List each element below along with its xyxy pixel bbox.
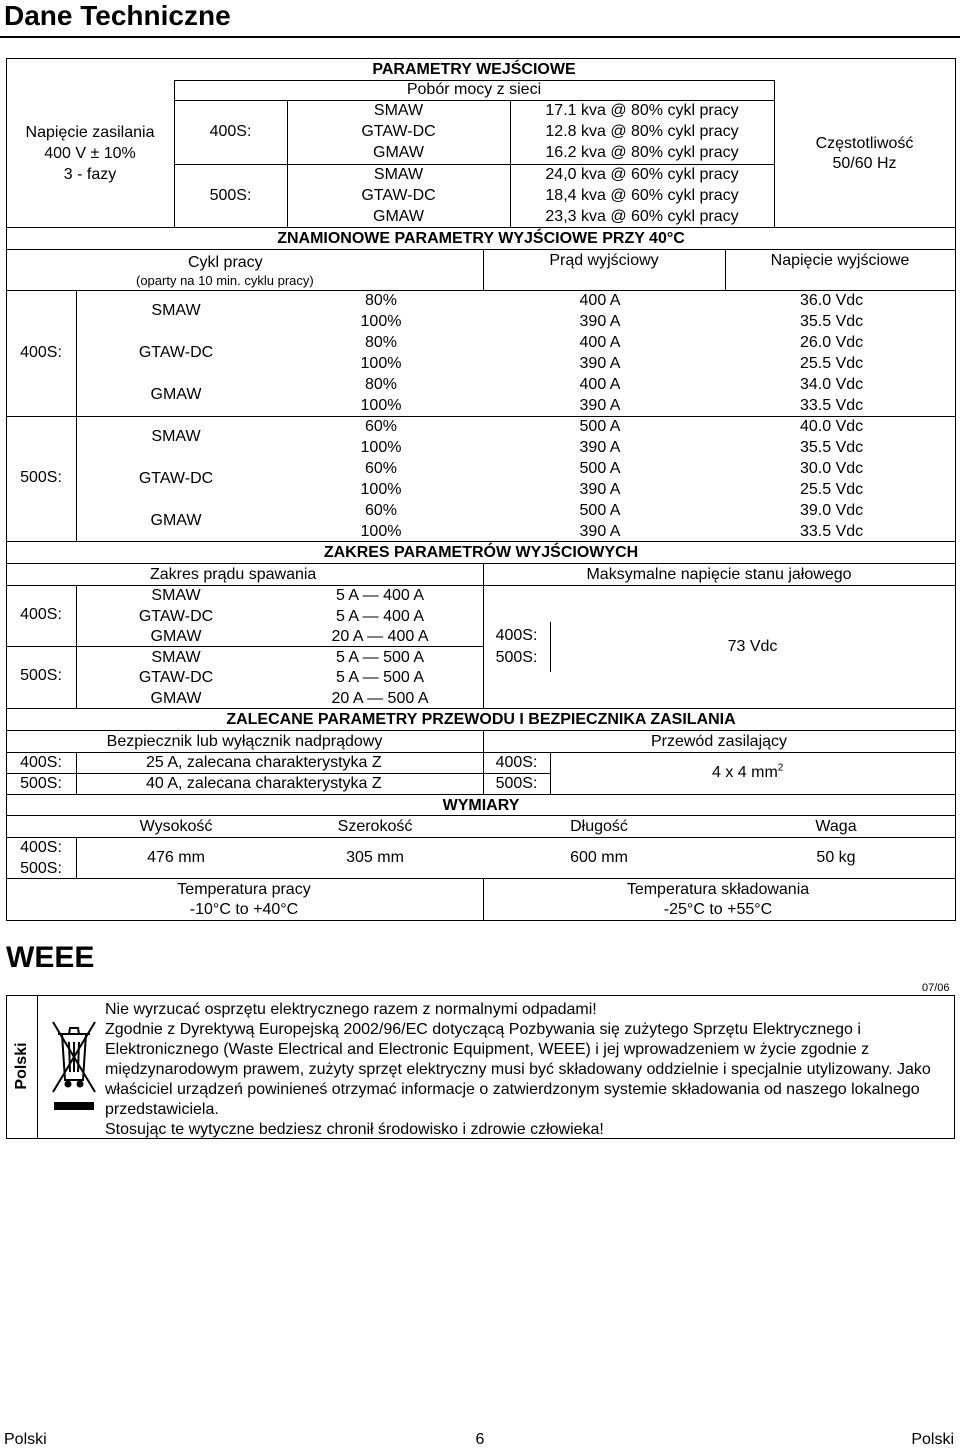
- weee-date: 07/06: [922, 982, 950, 994]
- range-value: 20 A — 500 A: [331, 689, 429, 707]
- rated-process: SMAW: [151, 302, 201, 319]
- rated-voltage: 25.5 Vdc: [800, 355, 864, 372]
- dims-col-height: Wysokość: [139, 818, 213, 835]
- frequency-value: 50/60 Hz: [832, 155, 897, 172]
- rated-voltage: 35.5 Vdc: [800, 313, 864, 330]
- range-value: 5 A — 500 A: [335, 669, 425, 686]
- rated-voltage: 36.0 Vdc: [800, 292, 864, 309]
- dims-model-400: 400S:: [20, 839, 62, 856]
- rated-current: 500 A: [579, 418, 621, 435]
- input-proc-500-smaw: SMAW: [373, 166, 424, 183]
- rated-duty: 80%: [364, 376, 398, 393]
- rated-model-400: 400S:: [20, 344, 62, 361]
- rated-voltage: 34.0 Vdc: [800, 376, 864, 393]
- rated-voltage: 30.0 Vdc: [800, 460, 864, 477]
- rated-col-duty: Cykl pracy: [188, 254, 263, 271]
- input-proc-500-gtaw: GTAW-DC: [361, 187, 436, 204]
- range-process: GTAW-DC: [138, 669, 214, 686]
- supply-line-2: 400 V ± 10%: [44, 145, 136, 162]
- rated-model-500: 500S:: [20, 469, 62, 486]
- cable-fuse-500: 40 A, zalecana charakterystyka Z: [146, 775, 382, 792]
- cable-spec-text: 4 x 4 mm: [712, 764, 778, 781]
- rated-duty: 100%: [360, 523, 402, 540]
- rated-voltage: 33.5 Vdc: [800, 397, 864, 414]
- input-power-400-gmaw: 16.2 kva @ 80% cykl pracy: [545, 144, 739, 161]
- frequency-label: Częstotliwość: [815, 135, 914, 152]
- rated-duty: 100%: [360, 313, 402, 330]
- dims-col-width: Szerokość: [337, 818, 413, 835]
- input-model-500: 500S:: [209, 187, 252, 204]
- footer-left: Polski: [4, 1431, 47, 1448]
- input-proc-400-gtaw: GTAW-DC: [361, 123, 436, 140]
- rated-process: GMAW: [150, 512, 202, 529]
- rated-col-voltage: Napięcie wyjściowe: [770, 252, 910, 269]
- rated-current: 390 A: [579, 397, 621, 414]
- input-proc-400-gmaw: GMAW: [373, 144, 424, 161]
- rated-current: 390 A: [579, 313, 621, 330]
- range-process: GMAW: [150, 689, 202, 707]
- rated-current: 390 A: [579, 439, 621, 456]
- cable-col-fuse: Bezpiecznik lub wyłącznik nadprądowy: [106, 733, 383, 750]
- rated-duty: 100%: [360, 481, 402, 498]
- rated-duty: 80%: [364, 292, 398, 309]
- rated-process: GMAW: [150, 386, 202, 403]
- rated-duty: 100%: [360, 355, 402, 372]
- range-process: GMAW: [150, 628, 202, 645]
- cable-spec-model-400: 400S:: [495, 754, 538, 771]
- cable-fuse-400: 25 A, zalecana charakterystyka Z: [146, 754, 382, 771]
- range-value: 5 A — 400 A: [335, 587, 425, 604]
- input-proc-500-gmaw: GMAW: [373, 208, 424, 225]
- rated-heading: ZNAMIONOWE PARAMETRY WYJŚCIOWE PRZY 40°C: [277, 230, 685, 247]
- dims-col-length: Długość: [570, 818, 628, 835]
- rated-current: 400 A: [579, 292, 621, 309]
- rated-current: 500 A: [579, 460, 621, 477]
- rated-duty: 60%: [364, 460, 398, 477]
- cable-model-400: 400S:: [20, 754, 62, 771]
- range-ocv-model-500: 500S:: [495, 649, 538, 666]
- rated-voltage: 40.0 Vdc: [800, 418, 864, 435]
- rated-process: SMAW: [151, 428, 201, 445]
- weee-box: [6, 995, 955, 1139]
- range-ocv-model-400: 400S:: [495, 627, 538, 644]
- rated-current: 390 A: [579, 355, 621, 372]
- cable-spec-sup: 2: [777, 762, 784, 774]
- temp-work-label: Temperatura pracy: [177, 881, 311, 898]
- dims-length: 600 mm: [570, 849, 628, 866]
- dims-weight: 50 kg: [816, 849, 856, 866]
- footer-right: Polski: [911, 1431, 954, 1448]
- rated-process: GTAW-DC: [138, 344, 214, 361]
- rated-current: 400 A: [579, 376, 621, 393]
- rated-voltage: 26.0 Vdc: [800, 334, 864, 351]
- input-power-400-gtaw: 12.8 kva @ 80% cykl pracy: [545, 123, 739, 140]
- range-process: SMAW: [151, 587, 201, 604]
- weee-side-tab-label: Polski: [13, 1042, 30, 1090]
- input-power-500-gmaw: 23,3 kva @ 60% cykl pracy: [545, 208, 739, 225]
- temp-store-value: -25°C to +55°C: [663, 901, 773, 918]
- temp-work-value: -10°C to +40°C: [189, 901, 299, 918]
- temp-store-label: Temperatura składowania: [626, 881, 810, 898]
- rated-col-current: Prąd wyjściowy: [549, 252, 659, 269]
- rated-voltage: 39.0 Vdc: [800, 502, 864, 519]
- supply-line-1: Napięcie zasilania: [25, 124, 155, 141]
- rated-voltage: 33.5 Vdc: [800, 523, 864, 540]
- range-process: GTAW-DC: [138, 607, 214, 625]
- range-heading: ZAKRES PARAMETRÓW WYJŚCIOWYCH: [323, 544, 639, 561]
- dims-heading: WYMIARY: [442, 797, 520, 814]
- rated-duty: 80%: [364, 334, 398, 351]
- supply-line-3: 3 - fazy: [63, 166, 117, 183]
- input-power-500-smaw: 24,0 kva @ 60% cykl pracy: [545, 166, 739, 183]
- rated-current: 400 A: [579, 334, 621, 351]
- input-subheading: Pobór mocy z sieci: [406, 81, 542, 98]
- dims-width: 305 mm: [346, 849, 404, 866]
- dims-model-500: 500S:: [20, 860, 62, 877]
- weee-paragraph-3: Stosując te wytyczne bedziesz chronił środowisko i zdrowie człowieka!: [105, 1121, 604, 1138]
- cable-model-500: 500S:: [20, 775, 62, 792]
- range-col-ocv: Maksymalne napięcie stanu jałowego: [586, 566, 852, 583]
- page-title: Dane Techniczne: [4, 0, 231, 31]
- rated-current: 390 A: [579, 523, 621, 540]
- range-model-400: 400S:: [20, 606, 62, 623]
- cable-spec-value: [712, 763, 783, 783]
- rated-voltage: 35.5 Vdc: [800, 439, 864, 456]
- weee-paragraph-2: Zgodnie z Dyrektywą Europejską 2002/96/EC dotyczącą Pozbywania się zużytego Sprzętu Elektrycznego i Elektronicznego (Waste Electrical and Electronic Equipment, WEEE) i jej wprowadzeniem w życie zgodnie z międzynarodowym prawem, zużyty sprzęt elektryczny musi być składowany oddzielnie i specjalnie utylizowany. Jako właściciel urządzeń powinieneś otrzymać informacje o zatwierdzonym systemie składowania od naszego lokalnego przedstawiciela.: [105, 1021, 931, 1118]
- range-value: 5 A — 400 A: [335, 607, 425, 625]
- cable-heading: ZALECANE PARAMETRY PRZEWODU I BEZPIECZNIKA ZASILANIA: [226, 711, 736, 728]
- crossed-bin-icon: [49, 1010, 99, 1120]
- dims-height: 476 mm: [147, 849, 205, 866]
- input-heading: PARAMETRY WEJŚCIOWE: [372, 61, 576, 78]
- weee-side-tab: [7, 996, 38, 1138]
- range-model-500: 500S:: [20, 667, 62, 684]
- rated-col-duty-note: (oparty na 10 min. cyklu pracy): [136, 273, 314, 288]
- rated-duty: 60%: [364, 502, 398, 519]
- rated-duty: 60%: [364, 418, 398, 435]
- input-power-400-smaw: 17.1 kva @ 80% cykl pracy: [545, 102, 739, 119]
- rated-current: 390 A: [579, 481, 621, 498]
- weee-paragraph-1: Nie wyrzucać osprzętu elektrycznego razem z normalnymi odpadami!: [105, 1001, 597, 1018]
- input-proc-400-smaw: SMAW: [373, 102, 424, 119]
- rated-duty: 100%: [360, 397, 402, 414]
- rated-voltage: 25.5 Vdc: [800, 481, 864, 498]
- page-number: 6: [475, 1431, 485, 1448]
- range-ocv-value: 73 Vdc: [727, 638, 778, 655]
- dims-col-weight: Waga: [815, 818, 857, 835]
- range-value: 20 A — 400 A: [331, 628, 429, 645]
- range-value: 5 A — 500 A: [335, 648, 425, 666]
- input-power-500-gtaw: 18,4 kva @ 60% cykl pracy: [545, 187, 739, 204]
- weee-text: [105, 1000, 947, 1140]
- range-process: SMAW: [151, 648, 201, 666]
- rated-current: 500 A: [579, 502, 621, 519]
- cable-spec-model-500: 500S:: [495, 775, 538, 792]
- input-model-400: 400S:: [209, 123, 252, 140]
- rated-process: GTAW-DC: [138, 470, 214, 487]
- cable-col-cable: Przewód zasilający: [650, 733, 788, 750]
- rated-duty: 100%: [360, 439, 402, 456]
- range-col-weld: Zakres prądu spawania: [150, 566, 317, 583]
- weee-heading: WEEE: [6, 941, 95, 974]
